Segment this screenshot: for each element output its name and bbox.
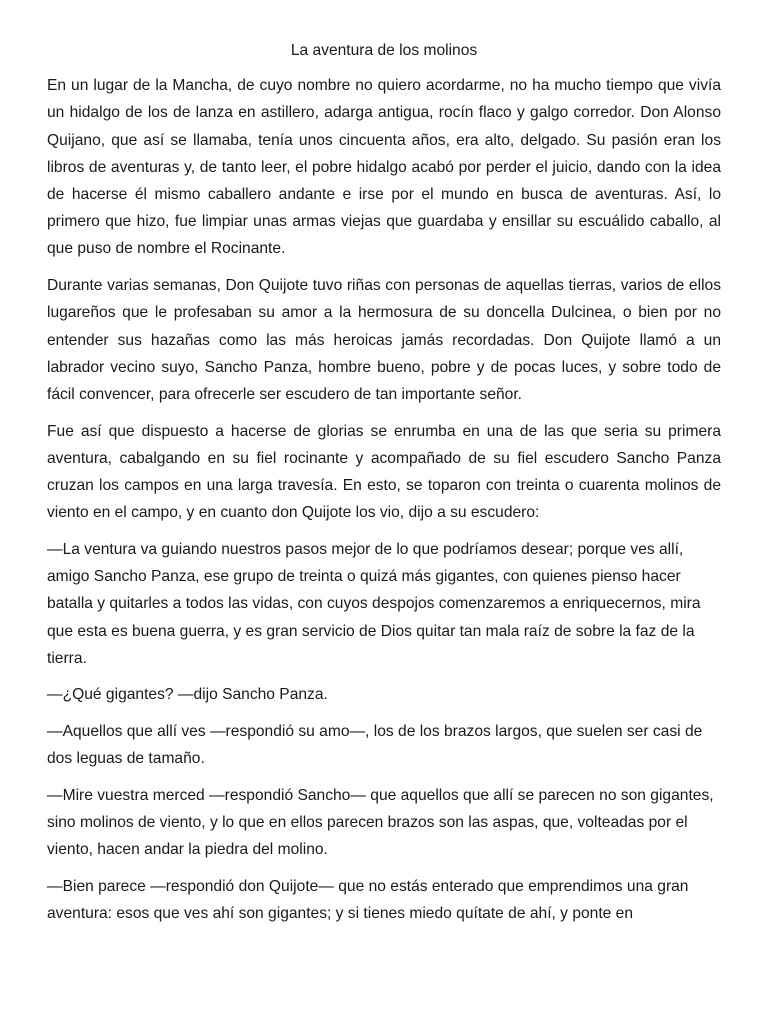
paragraph-quijote-speech: —La ventura va guiando nuestros pasos mejor de lo que podríamos desear; porque ves allí, amigo Sancho Panza, ese grupo de treinta o quizá más gigantes, con quienes pienso hacer batalla y quitarles a todos las vidas, con cuyos despojos comenzaremos a enriquecernos, mira que esta es buena guerra, y es gran servicio de Dios quitar tan mala raíz de sobre la faz de la tierra. [47, 540, 701, 667]
paragraph-sancho-reply: —Mire vuestra merced —respondió Sancho— que aquellos que allí se parecen no son gigantes, sino molinos de viento, y lo que en ellos parecen brazos son las aspas, que, volteadas por el viento, hacen andar la piedra del molino. [47, 787, 714, 859]
paragraph-quarrels: Durante varias semanas, Don Quijote tuvo riñas con personas de aquellas tierras, varios de ellos lugareños que le profesaban su amor a la hermosura de su doncella Dulcinea, o bien por no entender sus hazañas como las más heroicas jamás recordadas. Don Quijote llamó a un labrador vecino suyo, Sancho Panza, hombre bueno, pobre y de pocas luces, y sobre todo de fácil convencer, para ofrecerle ser escudero de tan importante señor. [47, 277, 721, 403]
paragraph-sancho-question: —¿Qué gigantes? —dijo Sancho Panza. [47, 686, 328, 704]
paragraph-journey: Fue así que dispuesto a hacerse de glorias se enrumba en una de las que seria su primera aventura, cabalgando en su fiel rocinante y acompañado de su fiel escudero Sancho Panza cruzan los campos en una larga travesía. En esto, se toparon con treinta o cuarenta molinos de viento en el campo, y en cuanto don Quijote los vio, dijo a su escudero: [47, 422, 721, 522]
paragraph-quijote-reply: —Aquellos que allí ves —respondió su amo—, los de los brazos largos, que suelen ser casi de dos leguas de tamaño. [47, 723, 703, 768]
document-title: La aventura de los molinos [290, 42, 478, 59]
paragraph-intro: En un lugar de la Mancha, de cuyo nombre no quiero acordarme, no ha mucho tiempo que vivía un hidalgo de los de lanza en astillero, adarga antigua, rocín flaco y galgo corredor. Don Alonso Quijano, que así se llamaba, tenía unos cincuenta años, era alto, delgado. Su pasión eran los libros de aventuras y, de tanto leer, el pobre hidalgo acabó por perder el juicio, dando con la idea de hacerse él mismo caballero andante e irse por el mundo en busca de aventuras. Así, lo primero que hizo, fue limpiar unas armas viejas que guardaba y ensillar su escuálido caballo, al que puso de nombre el Rocinante. [47, 77, 721, 258]
paragraph-quijote-final: —Bien parece —respondió don Quijote— que no estás enterado que emprendimos una gran aventura: esos que ves ahí son gigantes; y si tienes miedo quítate de ahí, y ponte en [47, 878, 689, 923]
